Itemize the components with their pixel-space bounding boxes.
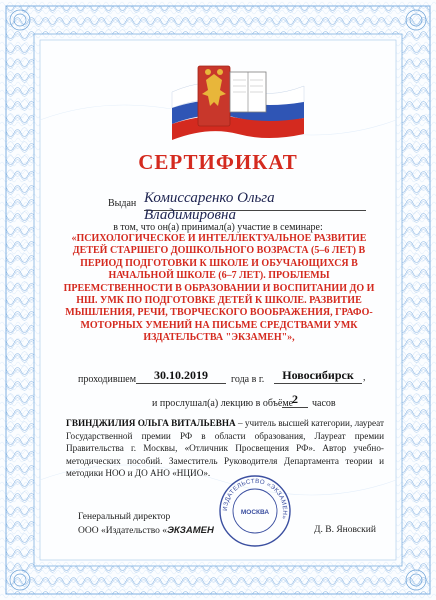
hours-value: 2 <box>292 392 298 406</box>
hours-suffix: часов <box>312 398 336 409</box>
org-line <box>78 524 376 538</box>
city-value: Новосибирск <box>282 368 354 382</box>
held-label: проходившем <box>78 374 137 385</box>
lecturer-name: ГВИНДЖИЛИЯ ОЛЬГА ВИТАЛЬЕВНА <box>66 418 236 428</box>
recipient-name: Комиссаренко Ольга Владимировна <box>144 190 275 223</box>
city-field <box>274 368 362 384</box>
org-name-prefix: ООО «Издательство « <box>78 526 168 536</box>
stamp-icon <box>218 474 292 548</box>
org-brand: ЭКЗАМЕН <box>167 525 214 536</box>
issued-label: Выдан <box>108 198 137 209</box>
lecturer-description: – учитель высшей категории, лауреат Государственной премии РФ в области образования, Лауреат премии Правительства г. Москвы, «Отличник Просвещения РФ». Автор учебно-методических пособий. Заместитель Руководителя Департамента теории и методики НОО и ДО АНО «НЦИО». <box>66 418 384 479</box>
date-field <box>136 368 226 384</box>
lecture-label: и прослушал(а) лекцию в объёме <box>152 398 294 409</box>
emblem-flag-eagle-icon <box>168 62 308 142</box>
participation-text: в том, что он(а) принимал(а) участие в семинаре: <box>113 222 323 233</box>
director-name: Д. В. Яновский <box>314 525 376 535</box>
director-title: Генеральный директор <box>78 512 171 522</box>
date-value: 30.10.2019 <box>154 368 208 382</box>
recipient-line <box>144 190 366 223</box>
hours-field <box>282 392 308 408</box>
stamp-city: МОСКВА <box>240 509 270 516</box>
stamp-ring-text: ИЗДАТЕЛЬСТВО «ЭКЗАМЕН» <box>221 477 289 520</box>
seminar-title: «ПСИХОЛОГИЧЕСКОЕ И ИНТЕЛЛЕКТУАЛЬНОЕ РАЗВИТИЕ ДЕТЕЙ СТАРШЕГО ДОШКОЛЬНОГО ВОЗРАСТА (5–6 ЛЕТ) В ПЕРИОД ПОДГОТОВКИ К ШКОЛЕ И ОБУЧАЮЩИХСЯ В НАЧАЛЬНОЙ ШКОЛЕ (6–7 ЛЕТ). ПРОБЛЕМЫ ПРЕЕМСТВЕННОСТИ В ОБРАЗОВАНИИ И ВОСПИТАНИИ ДО И НШ. УМК ПО ПОДГОТОВКЕ ДЕТЕЙ К ШКОЛЕ. РАЗВИТИЕ МЫШЛЕНИЯ, РЕЧИ, ТВОРЧЕСКОГО ВООБРАЖЕНИЯ, ГРАФО-МОТОРНЫХ УМЕНИЙ НА ПИСЬМЕ СРЕДСТВАМИ УМК ИЗДАТЕЛЬСТВА "ЭКЗАМЕН"», <box>63 233 375 344</box>
certificate-title: СЕРТИФИКАТ <box>138 150 298 174</box>
city-suffix: , <box>363 372 366 383</box>
year-suffix: года в г. <box>231 374 265 385</box>
lecturer-info <box>66 417 384 480</box>
